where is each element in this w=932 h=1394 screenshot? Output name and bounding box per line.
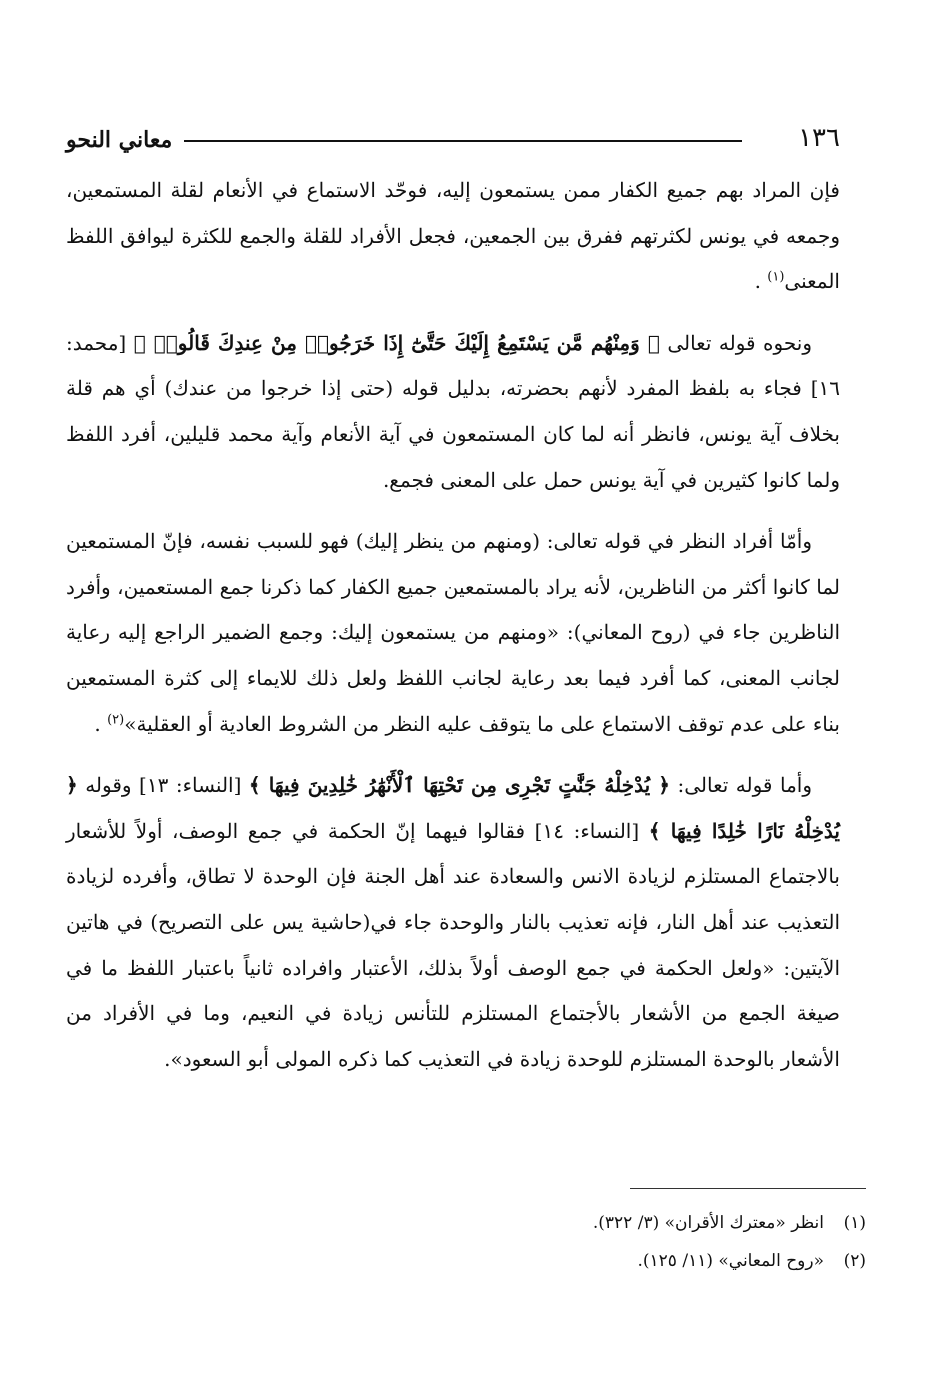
footnote-separator [630, 1188, 866, 1189]
paragraph-end: . [94, 711, 101, 736]
paragraph-lead: وأما قوله تعالى: [677, 773, 812, 798]
paragraph-text: [محمد: ١٦] فجاء به بلفظ المفرد لأنهم بحضرته، بدليل قوله (حتى إذا خرجوا من عندك) أي هم قلة بخلاف آية يونس، فانظر أنه لما كان المستمعون في آية الأنعام وآية محمد قليلين، أفرد اللفظ ولما كانوا كثيرين في آية يونس حمل على المعنى فجمع. [66, 330, 840, 492]
footnote-ref-2: (٢) [107, 711, 125, 727]
running-title: معاني النحو [66, 127, 173, 153]
footnote-number: (٢) [843, 1251, 866, 1271]
paragraph-3 [66, 519, 840, 747]
paragraph-1 [66, 168, 840, 305]
paragraph-text: [النساء: ١٤] فقالوا فيهما إنّ الحكمة في جمع الوصف، أولاً للأشعار بالاجتماع المستلزم لزيادة الانس والسعادة عند أهل الجنة فإن الوحدة لا تطاق، وأفرده لزيادة التعذيب عند أهل النار، فإنه تعذيب بالنار والوحدة جاء في(حاشية يس على التصريح) في هاتين الآيتين: «ولعل الحكمة في جمع الوصف أولاً بذلك، الأعتبار وافراده ثانياً باعتبار اللفظ ما في صيغة الجمع من الأشعار بالأجتماع المستلزم للتأنس زيادة في النعيم، وما في الأفراد من الأشعار بالوحدة المستلزم للوحدة زيادة في التعذيب كما ذكره المولى أبو السعود». [66, 818, 840, 1071]
page-header [66, 118, 840, 164]
quran-verse: ﴿ يُدْخِلْهُ جَنَّٰتٍ تَجْرِى مِن تَحْتِهَا ٱلْأَنْهَٰرُ خَٰلِدِينَ فِيهَا ﴾ [248, 773, 670, 798]
main-text [66, 168, 840, 1098]
page-number: ١٣٦ [798, 123, 840, 153]
quran-verse: ﴿ وَمِنْهُم مَّن يَسْتَمِعُ إِلَيْكَ حَتَّىٰٓ إِذَا خَرَجُوا۟ مِنْ عِندِكَ قَالُوا۟ ﴾ [133, 330, 660, 355]
footnote-number: (١) [843, 1213, 866, 1233]
paragraph-mid: [النساء: ١٣] وقوله [85, 773, 242, 798]
paragraph-lead: ونحوه قوله تعالى [667, 330, 813, 355]
paragraph-text: وأمّا أفراد النظر في قوله تعالى: (ومنهم من ينظر إليك) فهو للسبب نفسه، فإنّ المستمعين لما كانوا أكثر من الناظرين، لأنه يراد بالمستمعين جميع الكفار كما ذكرنا جمع المستعمين، وأفرد الناظرين جاء في (روح المعاني): «ومنهم من يستمعون إليك: وجمع الضمير الراجع إليه رعاية لجانب المعنى، كما أفرد فيما بعد رعاية لجانب اللفظ ولعل ذلك للايماء إلى كثرة المستمعين بناء على عدم توقف الاستماع على ما يتوقف عليه النظر من الشروط العادية أو العقلية» [66, 529, 841, 736]
footnotes [366, 1204, 866, 1280]
paragraph-text: فإن المراد بهم جميع الكفار ممن يستمعون إليه، فوحّد الاستماع في الأنعام لقلة المستمعين، وجمعه في يونس لكثرتهم ففرق بين الجمعين، فجعل الأفراد للقلة والجمع للكثرة ليوافق اللفظ المعنى [66, 178, 840, 294]
footnote-1 [366, 1204, 866, 1242]
quran-verse-2: ﴿ يُدْخِلْهُ نَارًا خَٰلِدًا فِيهَا ﴾ [66, 773, 840, 843]
header-rule [184, 140, 742, 142]
footnote-ref-1: (١) [767, 269, 785, 285]
footnote-2 [366, 1242, 866, 1280]
paragraph-4 [66, 763, 840, 1082]
paragraph-2 [66, 321, 840, 503]
footnote-text: «روح المعاني» (١١/ ١٢٥). [637, 1251, 824, 1271]
paragraph-end: . [754, 269, 761, 294]
footnote-text: انظر «معترك الأقران» (٣/ ٣٢٢). [592, 1213, 824, 1233]
